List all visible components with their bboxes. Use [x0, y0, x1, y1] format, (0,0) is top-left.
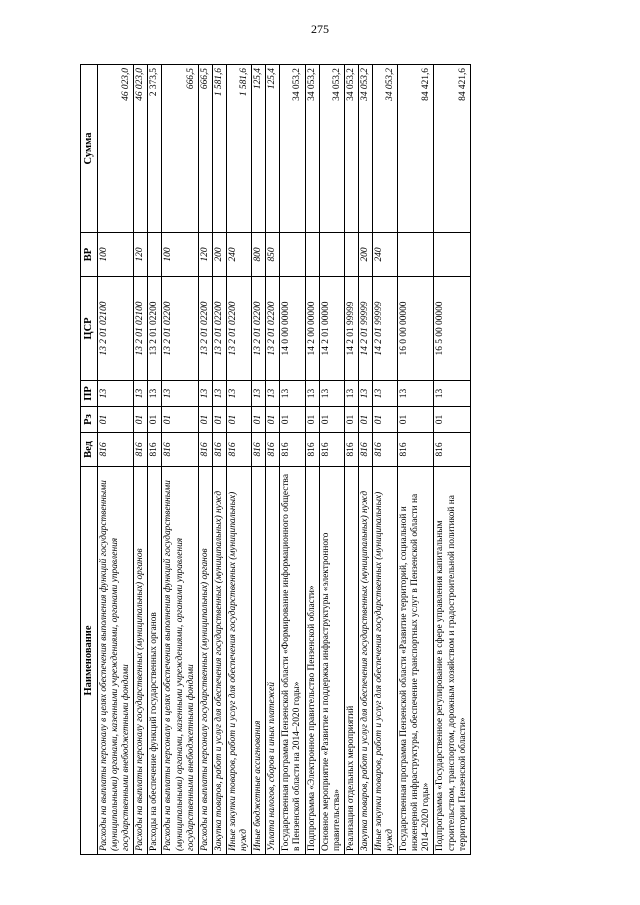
cell-sum: 2 373,5 [148, 65, 162, 233]
cell-ved: 816 [148, 433, 162, 467]
cell-sum: 34 053,2 [358, 65, 372, 233]
cell-rz: 01 [305, 407, 319, 433]
cell-rz: 01 [280, 407, 305, 433]
cell-sum: 125,4 [252, 65, 266, 233]
table-row [358, 65, 372, 855]
cell-csr: 14 2 00 00000 [305, 277, 319, 381]
cell-name: Иные бюджетные ассигнования [252, 467, 266, 855]
cell-rz: 01 [212, 407, 226, 433]
page-number: 275 [311, 22, 329, 36]
cell-pr: 13 [98, 381, 134, 407]
cell-pr: 13 [319, 381, 344, 407]
cell-ved: 816 [372, 433, 397, 467]
table-row [148, 65, 162, 855]
cell-csr: 14 0 00 00000 [280, 277, 305, 381]
cell-pr: 13 [344, 381, 358, 407]
cell-rz: 01 [266, 407, 280, 433]
cell-sum: 34 053,2 [372, 65, 397, 233]
cell-sum: 46 023,0 [134, 65, 148, 233]
cell-sum: 34 053,2 [319, 65, 344, 233]
cell-rz: 01 [319, 407, 344, 433]
header-name: Наименование [81, 467, 98, 855]
cell-name: Основное мероприятие «Развитие и поддержка инфраструктуры «электронного правительства» [319, 467, 344, 855]
cell-ved: 816 [252, 433, 266, 467]
cell-rz: 01 [226, 407, 251, 433]
cell-rz: 01 [434, 407, 470, 433]
cell-pr: 13 [358, 381, 372, 407]
cell-pr: 13 [198, 381, 212, 407]
cell-rz: 01 [198, 407, 212, 433]
cell-ved: 816 [98, 433, 134, 467]
table-row [434, 65, 470, 855]
cell-csr: 14 2 01 99999 [344, 277, 358, 381]
table-body [98, 65, 471, 855]
cell-vr: 100 [162, 233, 198, 277]
cell-csr: 13 2 01 02200 [226, 277, 251, 381]
cell-rz: 01 [372, 407, 397, 433]
cell-ved: 816 [226, 433, 251, 467]
table-row [319, 65, 344, 855]
cell-csr: 13 2 01 02200 [162, 277, 198, 381]
table-row [98, 65, 134, 855]
table-row [162, 65, 198, 855]
cell-pr: 13 [212, 381, 226, 407]
cell-pr: 13 [305, 381, 319, 407]
cell-csr: 13 2 01 02100 [134, 277, 148, 381]
cell-sum: 84 421,6 [398, 65, 434, 233]
cell-pr: 13 [226, 381, 251, 407]
cell-rz: 01 [148, 407, 162, 433]
table-row [212, 65, 226, 855]
cell-csr: 13 2 01 02200 [198, 277, 212, 381]
cell-name: Расходы на выплаты персоналу в целях обеспечения выполнения функций государственными (муниципальными) органами, казенными учреждениями, органами управления государственными внебюджетными фондами [98, 467, 134, 855]
table-row [252, 65, 266, 855]
cell-pr: 13 [280, 381, 305, 407]
table-row [398, 65, 434, 855]
cell-ved: 816 [198, 433, 212, 467]
cell-sum: 34 053,2 [344, 65, 358, 233]
cell-sum: 1 581,6 [212, 65, 226, 233]
cell-name: Иные закупки товаров, работ и услуг для обеспечения государственных (муниципальных) нужд [226, 467, 251, 855]
cell-rz: 01 [98, 407, 134, 433]
cell-ved: 816 [280, 433, 305, 467]
cell-rz: 01 [358, 407, 372, 433]
cell-ved: 816 [358, 433, 372, 467]
cell-vr: 850 [266, 233, 280, 277]
cell-name: Подпрограмма «Электронное правительство Пензенской области» [305, 467, 319, 855]
cell-name: Уплата налогов, сборов и иных платежей [266, 467, 280, 855]
cell-ved: 816 [212, 433, 226, 467]
cell-csr: 14 2 01 00000 [319, 277, 344, 381]
table-header-row [81, 65, 98, 855]
cell-vr: 240 [226, 233, 251, 277]
cell-pr: 13 [252, 381, 266, 407]
header-ved: Вед [81, 433, 98, 467]
cell-sum: 666,5 [162, 65, 198, 233]
cell-csr: 14 2 01 99999 [358, 277, 372, 381]
cell-name: Государственная программа Пензенской области «Развитие территорий, социальной и инженерной инфраструктуры, обеспечение транспортных услуг в Пензенской области на 2014–2020 годы» [398, 467, 434, 855]
cell-ved: 816 [266, 433, 280, 467]
cell-pr: 13 [134, 381, 148, 407]
cell-vr [148, 233, 162, 277]
budget-table [80, 64, 471, 855]
cell-rz: 01 [398, 407, 434, 433]
cell-vr: 200 [358, 233, 372, 277]
cell-ved: 816 [344, 433, 358, 467]
cell-csr: 13 2 01 02200 [266, 277, 280, 381]
cell-ved: 816 [134, 433, 148, 467]
header-sum: Сумма [81, 65, 98, 233]
cell-name: Государственная программа Пензенской области «Формирование информационного общества в Пензенской области на 2014–2020 годы» [280, 467, 305, 855]
table-row [372, 65, 397, 855]
cell-vr [434, 233, 470, 277]
cell-name: Закупка товаров, работ и услуг для обеспечения государственных (муниципальных) нужд [358, 467, 372, 855]
cell-csr: 14 2 01 99999 [372, 277, 397, 381]
cell-vr: 120 [198, 233, 212, 277]
header-csr: ЦСР [81, 277, 98, 381]
cell-ved: 816 [398, 433, 434, 467]
cell-name: Расходы на выплаты персоналу в целях обеспечения выполнения функций государственными (муниципальными) органами, казенными учреждениями, органами управления государственными внебюджетными фондами [162, 467, 198, 855]
cell-pr: 13 [434, 381, 470, 407]
cell-ved: 816 [162, 433, 198, 467]
header-pr: ПР [81, 381, 98, 407]
table-row [134, 65, 148, 855]
cell-vr [305, 233, 319, 277]
cell-name: Расходы на выплаты персоналу государственных (муниципальных) органов [198, 467, 212, 855]
cell-csr: 16 5 00 00000 [434, 277, 470, 381]
cell-vr: 800 [252, 233, 266, 277]
cell-pr: 13 [372, 381, 397, 407]
table-row [344, 65, 358, 855]
cell-rz: 01 [134, 407, 148, 433]
cell-ved: 816 [319, 433, 344, 467]
cell-vr [398, 233, 434, 277]
cell-name: Реализация отдельных мероприятий [344, 467, 358, 855]
table-row [305, 65, 319, 855]
cell-csr: 13 2 01 02200 [212, 277, 226, 381]
cell-vr [319, 233, 344, 277]
cell-vr: 200 [212, 233, 226, 277]
cell-ved: 816 [434, 433, 470, 467]
cell-vr [344, 233, 358, 277]
cell-sum: 34 053,2 [305, 65, 319, 233]
cell-sum: 34 053,2 [280, 65, 305, 233]
cell-sum: 84 421,6 [434, 65, 470, 233]
table-row [280, 65, 305, 855]
cell-csr: 13 2 01 02200 [148, 277, 162, 381]
cell-rz: 01 [162, 407, 198, 433]
cell-vr: 120 [134, 233, 148, 277]
cell-rz: 01 [252, 407, 266, 433]
table-row [198, 65, 212, 855]
cell-name: Закупка товаров, работ и услуг для обеспечения государственных (муниципальных) нужд [212, 467, 226, 855]
cell-sum: 666,5 [198, 65, 212, 233]
cell-pr: 13 [148, 381, 162, 407]
cell-name: Иные закупки товаров, работ и услуг для обеспечения государственных (муниципальных) нужд [372, 467, 397, 855]
table-row [226, 65, 251, 855]
cell-sum: 46 023,0 [98, 65, 134, 233]
cell-vr: 240 [372, 233, 397, 277]
cell-ved: 816 [305, 433, 319, 467]
cell-vr [280, 233, 305, 277]
cell-pr: 13 [266, 381, 280, 407]
cell-sum: 125,4 [266, 65, 280, 233]
cell-name: Расходы на выплаты персоналу государственных (муниципальных) органов [134, 467, 148, 855]
table-row [266, 65, 280, 855]
rotated-table-container [80, 65, 580, 855]
cell-sum: 1 581,6 [226, 65, 251, 233]
cell-name: Расходы на обеспечение функций государственных органов [148, 467, 162, 855]
header-rz: Рз [81, 407, 98, 433]
cell-csr: 13 2 01 02200 [252, 277, 266, 381]
cell-csr: 16 0 00 00000 [398, 277, 434, 381]
cell-csr: 13 2 01 02100 [98, 277, 134, 381]
cell-rz: 01 [344, 407, 358, 433]
header-vr: ВР [81, 233, 98, 277]
cell-vr: 100 [98, 233, 134, 277]
cell-pr: 13 [162, 381, 198, 407]
cell-name: Подпрограмма «Государственное регулирование в сфере управления капитальным строительством, транспортом, дорожным хозяйством и градостроительной политикой на территории Пензенской области» [434, 467, 470, 855]
cell-pr: 13 [398, 381, 434, 407]
